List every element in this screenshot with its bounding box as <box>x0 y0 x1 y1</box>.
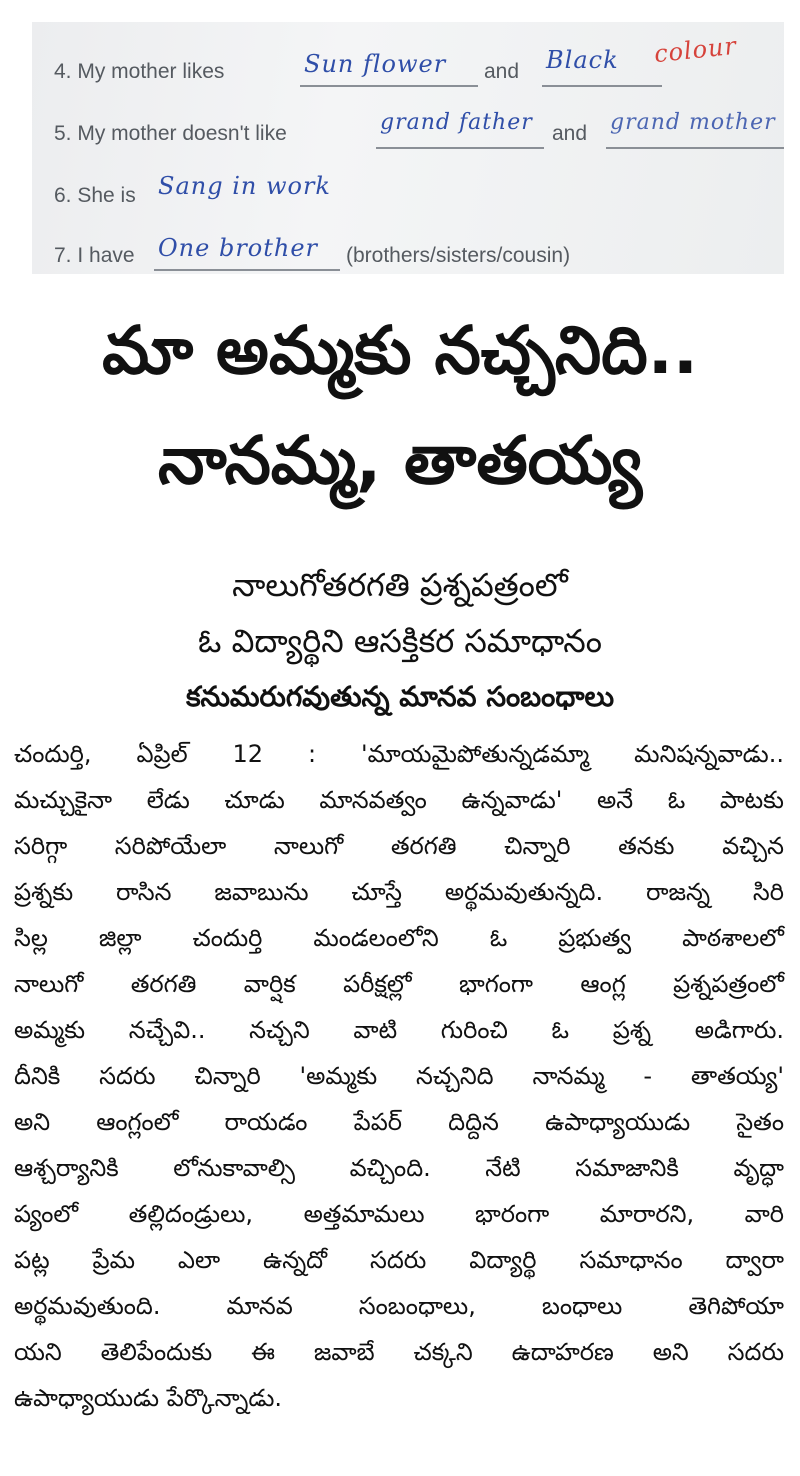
body-line: ప్యంలో తల్లిదండ్రులు, అత్తమామలు భారంగా మారారని, వారి <box>14 1200 784 1228</box>
handwritten-answer: Sun flower <box>304 50 447 78</box>
handwritten-answer: One brother <box>158 234 319 262</box>
body-line: దీనికి సదరు చిన్నారి 'అమ్మకు నచ్చనిది నానమ్మ - తాతయ్య' <box>14 1062 784 1090</box>
answer-blank <box>300 85 478 87</box>
conjunction-text: and <box>552 122 588 145</box>
answer-blank <box>154 269 340 271</box>
answer-blank <box>542 85 662 87</box>
worksheet-line-5 <box>54 94 774 154</box>
subheading-3: కనుమరుగవుతున్న మానవ సంబంధాలు <box>185 680 615 713</box>
body-line: ఆశ్చర్యానికి లోనుకావాల్సి వచ్చింది. నేటి సమాజానికి వృద్ధా <box>14 1154 784 1182</box>
question-5-text: 5. My mother doesn't like <box>54 122 287 145</box>
conjunction-text: and <box>484 60 520 83</box>
worksheet-line-4 <box>54 32 774 92</box>
question-4-text: 4. My mother likes <box>54 60 225 83</box>
body-line: అని ఆంగ్లంలో రాయడం పేపర్ దిద్దిన ఉపాధ్యాయుడు సైతం <box>14 1108 784 1136</box>
worksheet-photo <box>32 22 784 274</box>
question-6-text: 6. She is <box>54 184 136 207</box>
handwritten-answer: grand father <box>380 110 533 135</box>
worksheet-line-7 <box>54 216 774 274</box>
answer-blank <box>606 147 784 149</box>
body-line: అర్థమవుతుంది. మానవ సంబంధాలు, బంధాలు తెగిపోయా <box>14 1292 784 1320</box>
subheading-2: ఓ విద్యార్థిని ఆసక్తికర సమాధానం <box>198 622 602 660</box>
teacher-correction: colour <box>652 31 739 69</box>
body-line: చందుర్తి, ఏప్రిల్ 12 : 'మాయమైపోతున్నడమ్మా మనిషన్నవాడు.. <box>14 740 784 768</box>
answer-blank <box>376 147 544 149</box>
handwritten-answer: Black <box>546 46 619 74</box>
body-line: యని తెలిపేందుకు ఈ జవాబే చక్కని ఉదాహరణ అని సదరు <box>14 1338 784 1366</box>
body-line: అమ్మకు నచ్చేవి.. నచ్చని వాటి గురించి ఓ ప్రశ్న అడిగారు. <box>14 1016 784 1044</box>
headline-line-1: మా అమ్మకు నచ్చనిది.. <box>102 312 698 389</box>
body-line: నాలుగో తరగతి వార్షిక పరీక్షల్లో భాగంగా ఆంగ్ల ప్రశ్నపత్రంలో <box>14 970 784 998</box>
body-line-last: ఉపాధ్యాయుడు పేర్కొన్నాడు. <box>14 1384 283 1412</box>
handwritten-answer: grand mother <box>610 110 776 135</box>
handwritten-answer: Sang in work <box>158 172 331 200</box>
options-text: (brothers/sisters/cousin) <box>346 244 571 267</box>
body-line: పట్ల ప్రేమ ఎలా ఉన్నదో సదరు విద్యార్థి సమాధానం ద్వారా <box>14 1246 784 1274</box>
body-line: సిల్ల జిల్లా చందుర్తి మండలంలోని ఓ ప్రభుత్వ పాఠశాలలో <box>14 924 784 952</box>
subheading-1: నాలుగోతరగతి ప్రశ్నపత్రంలో <box>232 566 568 604</box>
worksheet-line-6 <box>54 156 774 216</box>
body-line: మచ్చుకైనా లేడు చూడు మానవత్వం ఉన్నవాడు' అనే ఓ పాటకు <box>14 786 784 814</box>
body-line: సరిగ్గా సరిపోయేలా నాలుగో తరగతి చిన్నారి తనకు వచ్చిన <box>14 832 784 860</box>
body-line: ప్రశ్నకు రాసిన జవాబును చూస్తే అర్థమవుతున్నది. రాజన్న సిరి <box>14 878 784 906</box>
question-7-text: 7. I have <box>54 244 135 267</box>
headline-line-2: నానమ్మ, తాతయ్య <box>157 422 643 499</box>
